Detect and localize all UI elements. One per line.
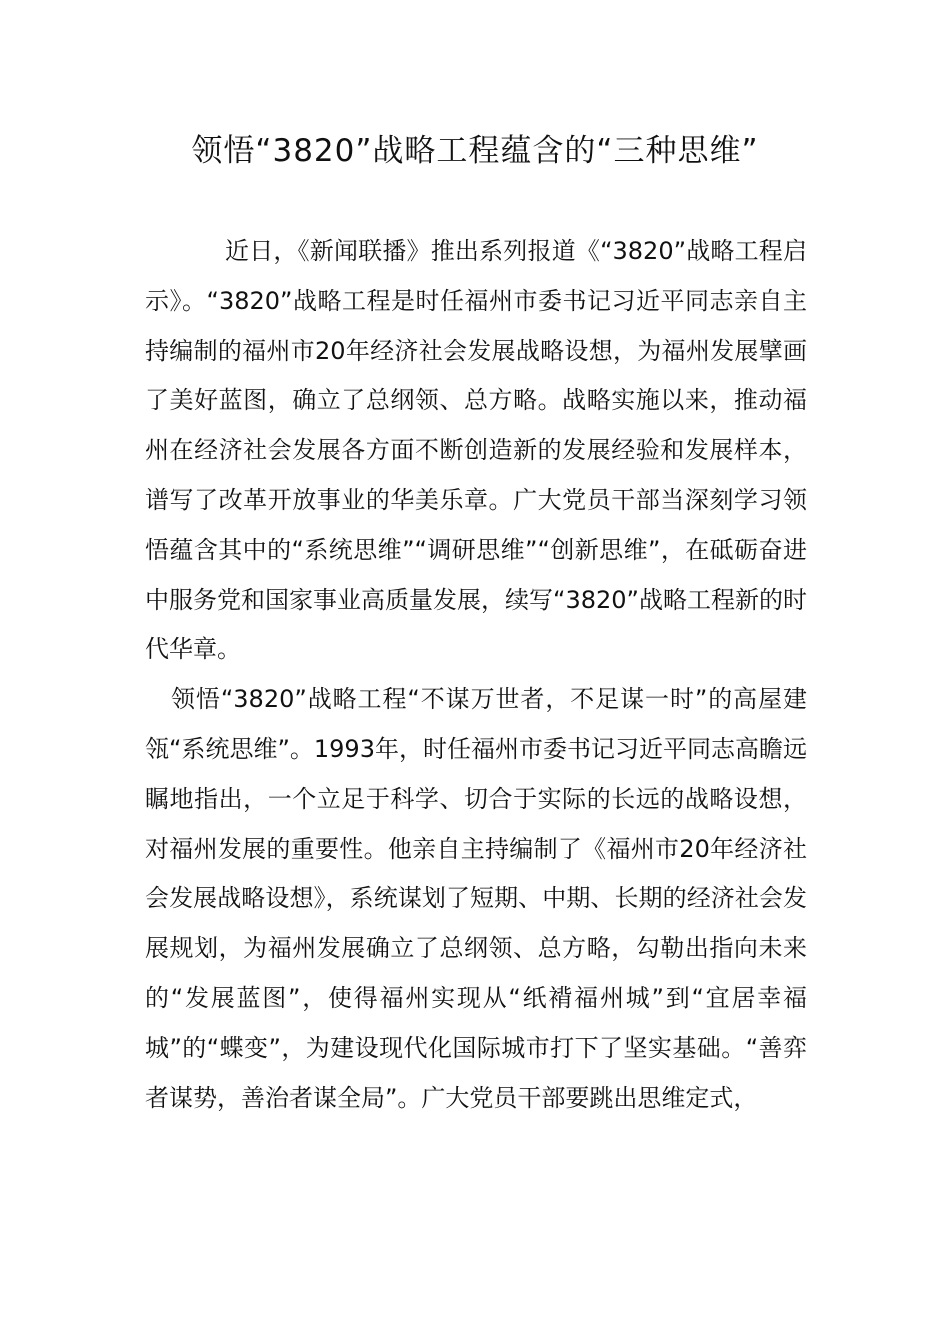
document-body — [145, 227, 807, 1123]
paragraph-system-thinking: 领悟“3820”战略工程“不谋万世者，不足谋一时”的高屋建瓴“系统思维”。1993年，时任福州市委书记习近平同志高瞻远瞩地指出，一个立足于科学、切合于实际的长远的战略设想，对福州发展的重要性。他亲自主持编制了《福州市20年经济社会发展战略设想》，系统谋划了短期、中期、长期的经济社会发展规划，为福州发展确立了总纲领、总方略，勾勒出指向未来的“发展蓝图”，使得福州实现从“纸褙福州城”到“宜居幸福城”的“蝶变”，为建设现代化国际城市打下了坚实基础。“善弈者谋势，善治者谋全局”。广大党员干部要跳出思维定式， — [145, 685, 807, 1112]
paragraph-intro: 近日，《新闻联播》推出系列报道《“3820”战略工程启示》。“3820”战略工程是时任福州市委书记习近平同志亲自主持编制的福州市20年经济社会发展战略设想，为福州发展擘画了美好蓝图，确立了总纲领、总方略。战略实施以来，推动福州在经济社会发展各方面不断创造新的发展经验和发展样本，谱写了改革开放事业的华美乐章。广大党员干部当深刻学习领悟蕴含其中的“系统思维”“调研思维”“创新思维”，在砥砺奋进中服务党和国家事业高质量发展，续写“3820”战略工程新的时代华章。 — [145, 237, 807, 664]
document-title: 领悟“3820”战略工程蕴含的“三种思维” — [191, 133, 759, 169]
